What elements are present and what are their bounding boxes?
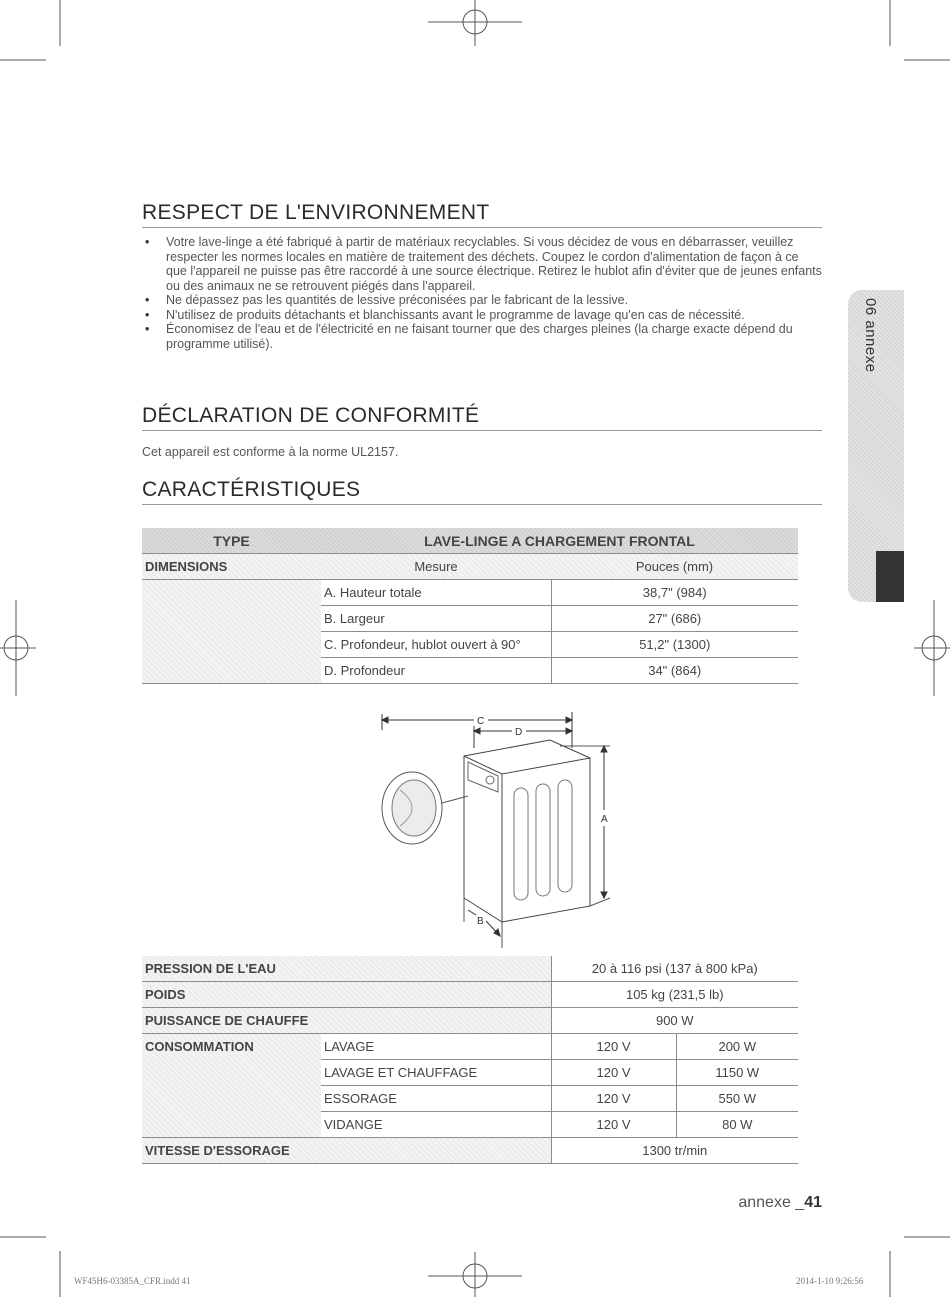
conformity-text: Cet appareil est conforme à la norme UL2157. [142,445,399,459]
dimension-d-label: D [515,727,523,738]
list-item: • Ne dépassez pas les quantités de lessive préconisées par le fabricant de la lessive. [142,293,822,308]
table-row [142,528,798,554]
table-row [142,956,798,982]
weight-value: 105 kg (231,5 lb) [551,982,798,1008]
washer-door-glass [392,780,436,836]
heating-power-value: 900 W [551,1008,798,1034]
water-pressure-label: PRESSION DE L'EAU [142,956,551,982]
weight-label: POIDS [142,982,551,1008]
consumption-mode: VIDANGE [321,1112,551,1138]
dimension-label: A. Hauteur totale [321,580,551,606]
washer-dimension-diagram [372,708,632,953]
consumption-label: CONSOMMATION [142,1034,321,1138]
washer-side-panel [536,784,550,896]
dimension-value: 51,2" (1300) [551,632,798,658]
consumption-mode: ESSORAGE [321,1086,551,1112]
consumption-voltage: 120 V [551,1034,676,1060]
consumption-voltage: 120 V [551,1086,676,1112]
side-tab-marker [876,551,904,602]
consumption-power: 1150 W [676,1060,798,1086]
consumption-voltage: 120 V [551,1112,676,1138]
table-row [142,1034,798,1060]
consumption-power: 200 W [676,1034,798,1060]
dimension-value: 34" (864) [551,658,798,684]
list-item: • Économisez de l'eau et de l'électricité en ne faisant tourner que des charges pleines (la charge exacte dépend du programme utilisé). [142,322,822,351]
environment-title: RESPECT DE L'ENVIRONNEMENT [142,201,822,228]
washer-body-outline [464,740,590,922]
washer-control-panel [468,762,498,792]
dimension-label: C. Profondeur, hublot ouvert à 90° [321,632,551,658]
page-number-label: annexe _ [738,1194,805,1211]
washer-side-panel [558,780,572,892]
table-row [142,580,798,606]
dimensions-spacer [142,580,321,684]
dimensions-table [142,528,798,684]
units-header: Pouces (mm) [551,554,798,580]
spin-speed-label: VITESSE D'ESSORAGE [142,1138,551,1164]
washer-top-edge [464,756,590,774]
file-slug: WF45H6-03385A_CFR.indd 41 [74,1276,191,1286]
table-row [142,1138,798,1164]
dimension-value: 27" (686) [551,606,798,632]
dimension-label: B. Largeur [321,606,551,632]
measure-header: Mesure [321,554,551,580]
washer-side-panel [514,788,528,900]
page-number [738,1194,822,1212]
dimension-a-tick-bottom [590,898,610,906]
dimension-b-label: B [477,916,484,927]
type-value-header: LAVE-LINGE A CHARGEMENT FRONTAL [321,528,798,554]
dimension-label: D. Profondeur [321,658,551,684]
dimension-value: 38,7" (984) [551,580,798,606]
table-row [142,982,798,1008]
water-pressure-value: 20 à 116 psi (137 à 800 kPa) [551,956,798,982]
consumption-power: 550 W [676,1086,798,1112]
dimension-a-label: A [601,814,608,825]
consumption-mode: LAVAGE [321,1034,551,1060]
type-header: TYPE [142,528,321,554]
list-item: • Votre lave-linge a été fabriqué à partir de matériaux recyclables. Si vous décidez de vous en débarrasser, veuillez respecter les normes locales en matière de traitement des déchets. Coupez le cordon d'alimentation de façon à ce que l'appareil ne puisse pas être raccordé à une source électrique. Retirez le hublot afin d'éviter que de jeunes enfants ou des animaux ne se retrouvent piégés dans l'appareil. [142,235,822,293]
dimension-b-line-top [468,910,476,915]
table-row [142,554,798,580]
general-specs-table [142,956,798,1164]
side-tab-label: 06 annexe [862,298,879,373]
washer-dial [486,776,494,784]
dimensions-label: DIMENSIONS [142,554,321,580]
chapter-side-tab [848,290,904,602]
spin-speed-value: 1300 tr/min [551,1138,798,1164]
conformity-title: DÉCLARATION DE CONFORMITÉ [142,404,822,431]
consumption-mode: LAVAGE ET CHAUFFAGE [321,1060,551,1086]
table-row [142,1008,798,1034]
heating-power-label: PUISSANCE DE CHAUFFE [142,1008,551,1034]
date-slug: 2014-1-10 9:26:56 [796,1276,864,1286]
environment-bullet-list [142,235,822,351]
consumption-power: 80 W [676,1112,798,1138]
list-item: • N'utilisez de produits détachants et blanchissants avant le programme de lavage qu'en cas de nécessité. [142,308,822,323]
specs-title: CARACTÉRISTIQUES [142,478,822,505]
consumption-voltage: 120 V [551,1060,676,1086]
dimension-c-label: C [477,716,485,727]
page-number-value: 41 [804,1194,822,1211]
